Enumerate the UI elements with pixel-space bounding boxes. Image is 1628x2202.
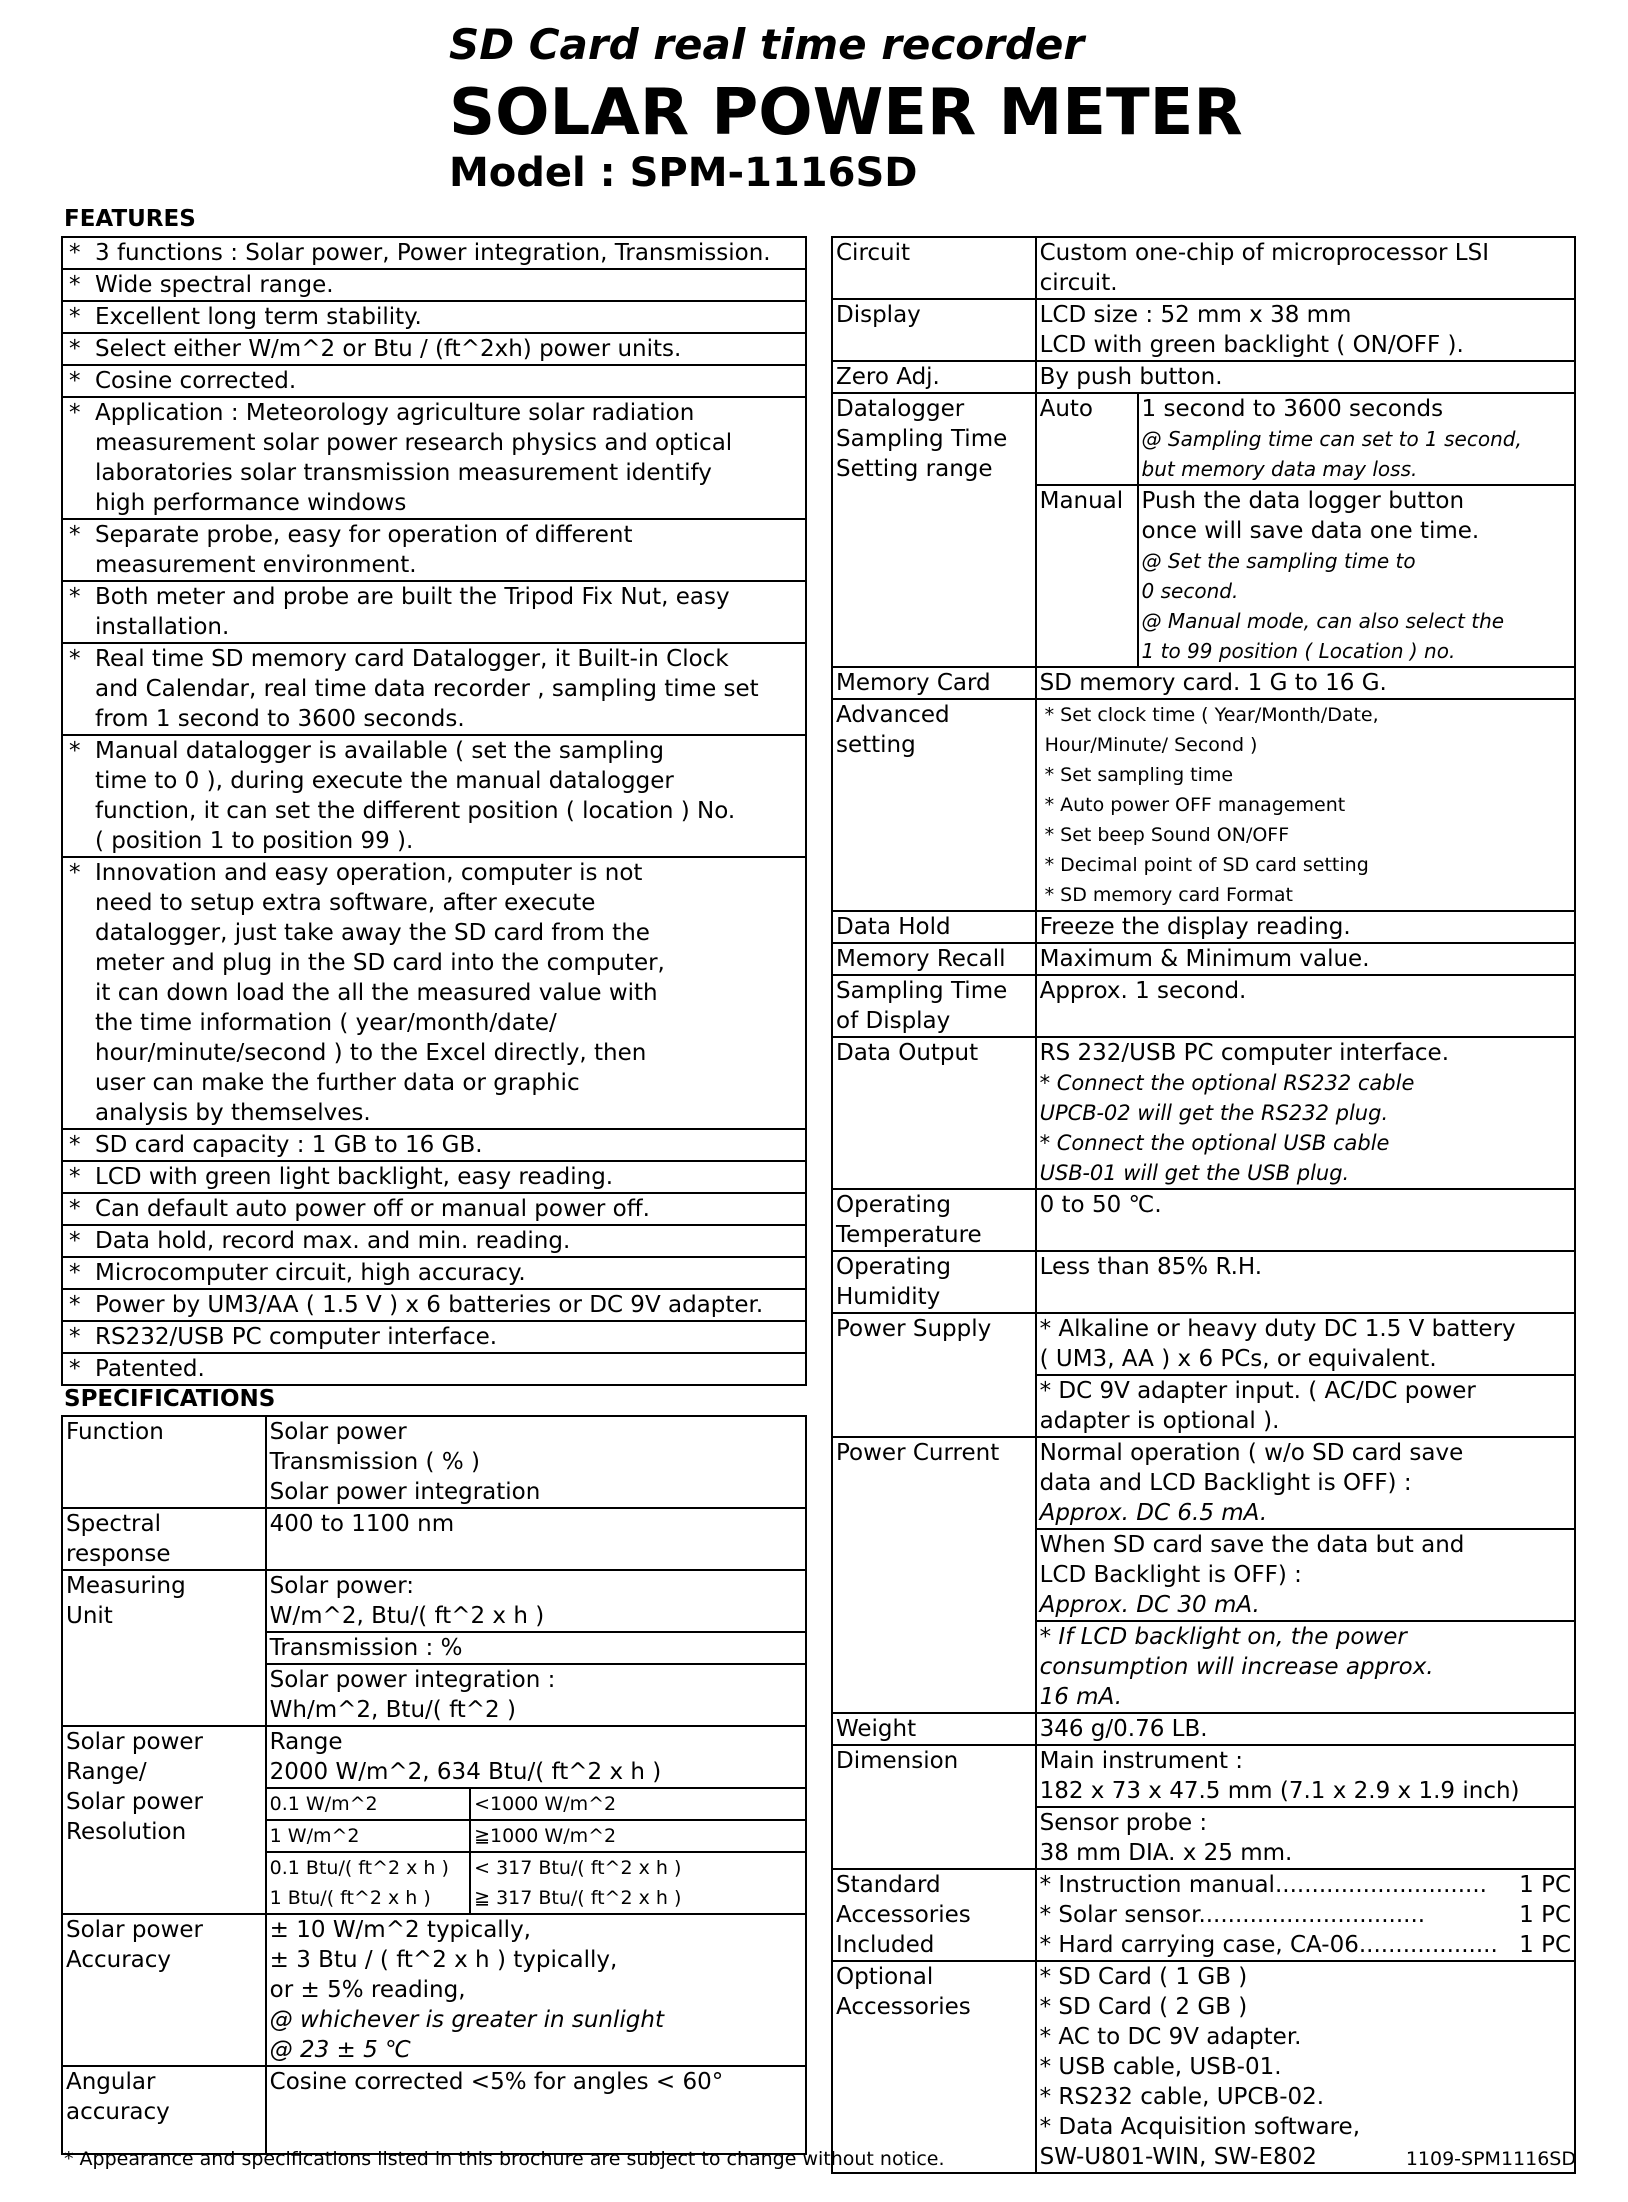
feature-cell: [62, 269, 806, 301]
spec-key: Power Current: [832, 1437, 1036, 1713]
feature-cell: [62, 1257, 806, 1289]
feature-text: Both meter and probe are built the Tripod Fix Nut, easy installation.: [95, 584, 730, 640]
spec-key: Data Output: [832, 1037, 1036, 1189]
spec-key: Advanced setting: [832, 699, 1036, 911]
feature-text: LCD with green light backlight, easy reading.: [95, 1164, 614, 1190]
feature-row: [62, 1289, 806, 1321]
spec-value: * Alkaline or heavy duty DC 1.5 V battery ( UM3, AA ) x 6 PCs, or equivalent.: [1036, 1313, 1575, 1375]
feature-row: [62, 269, 806, 301]
feature-text: Microcomputer circuit, high accuracy.: [95, 1260, 526, 1286]
spec-value: < 317 Btu/( ft^2 x h ) ≧ 317 Btu/( ft^2 x h ): [470, 1852, 806, 1914]
feature-cell: [62, 301, 806, 333]
bullet-star: *: [69, 860, 81, 886]
spec-row-accuracy: [62, 1914, 806, 2066]
spec-value: 0.1 W/m^2: [266, 1788, 470, 1820]
spec-key: Dimension: [832, 1745, 1036, 1869]
feature-cell: [62, 333, 806, 365]
feature-row: [62, 237, 806, 269]
spec-note: @ Sampling time can set to 1 second, but memory data may loss.: [1141, 427, 1522, 481]
spec-key: Display: [832, 299, 1036, 361]
spec-note: @ whichever is greater in sunlight @ 23 ± 5 ℃: [269, 2007, 664, 2063]
accessory-qty: 1 PC: [1519, 1932, 1571, 1958]
feature-cell: [62, 1225, 806, 1257]
feature-row: [62, 1225, 806, 1257]
spec-key: Power Supply: [832, 1313, 1036, 1437]
feature-cell: [62, 1321, 806, 1353]
spec-value-line: When SD card save the data but and LCD Backlight is OFF) :: [1039, 1532, 1465, 1588]
spec-value: [1036, 1437, 1575, 1529]
bullet-star: *: [69, 1292, 81, 1318]
spec-value: <1000 W/m^2: [470, 1788, 806, 1820]
spec-value-line: RS 232/USB PC computer interface.: [1039, 1040, 1450, 1066]
feature-text: Wide spectral range.: [95, 272, 334, 298]
feature-text: SD card capacity : 1 GB to 16 GB.: [95, 1132, 483, 1158]
spec-key: Solar power Accuracy: [62, 1914, 266, 2066]
feature-row: [62, 735, 806, 857]
spec-value: 400 to 1100 nm: [266, 1508, 806, 1570]
spec-note: Approx. DC 6.5 mA.: [1039, 1500, 1268, 1526]
spec-value: 346 g/0.76 LB.: [1036, 1713, 1575, 1745]
spec-value: 0 to 50 ℃.: [1036, 1189, 1575, 1251]
spec-note: Approx. DC 30 mA.: [1039, 1592, 1260, 1618]
feature-text: 3 functions : Solar power, Power integration, Transmission.: [95, 240, 771, 266]
feature-cell: [62, 1129, 806, 1161]
spec-key: Function: [62, 1416, 266, 1508]
spec-key: Resolution: [66, 1819, 187, 1845]
spec-value-line: 1 second to 3600 seconds: [1141, 396, 1444, 422]
model-number: Model : SPM-1116SD: [449, 150, 918, 196]
spec-key: Spectral response: [62, 1508, 266, 1570]
bullet-star: *: [69, 584, 81, 610]
feature-row: [62, 1353, 806, 1385]
accessory-line: [1040, 1870, 1571, 1900]
accessory-item: * Hard carrying case, CA-06...................: [1039, 1932, 1498, 1958]
accessory-line: [1040, 1900, 1571, 1930]
spec-key: Optional Accessories: [832, 1961, 1036, 2173]
spec-key: Measuring Unit: [62, 1570, 266, 1726]
bullet-star: *: [69, 1164, 81, 1190]
feature-text: Separate probe, easy for operation of different measurement environment.: [95, 522, 633, 578]
spec-key: Circuit: [832, 237, 1036, 299]
feature-row: [62, 1129, 806, 1161]
feature-text: Power by UM3/AA ( 1.5 V ) x 6 batteries or DC 9V adapter.: [95, 1292, 764, 1318]
spec-key: Memory Card: [832, 667, 1036, 699]
feature-row: [62, 1193, 806, 1225]
spec-key: Solar power Range/ Solar power: [66, 1729, 204, 1815]
spec-value: Solar power integration : Wh/m^2, Btu/( ft^2 ): [266, 1664, 806, 1726]
feature-cell: [62, 643, 806, 735]
spec-value: [266, 1914, 806, 2066]
page-title: SOLAR POWER METER: [449, 76, 1243, 150]
feature-text: Select either W/m^2 or Btu / (ft^2xh) power units.: [95, 336, 682, 362]
bullet-star: *: [69, 1228, 81, 1254]
bullet-star: *: [69, 1260, 81, 1286]
accessory-line: [1040, 1930, 1571, 1960]
bullet-star: *: [69, 1356, 81, 1382]
spec-key: Angular accuracy: [62, 2066, 266, 2154]
spec-value: Solar power Transmission ( % ) Solar power integration: [266, 1416, 806, 1508]
features-table: [61, 236, 807, 1386]
spec-value: 0.1 Btu/( ft^2 x h ) 1 Btu/( ft^2 x h ): [266, 1852, 470, 1914]
spec-key: Datalogger Sampling Time Setting range: [832, 393, 1036, 667]
spec-value: [1138, 393, 1575, 485]
feature-row: [62, 1321, 806, 1353]
spec-note: @ Set the sampling time to 0 second. @ Manual mode, can also select the 1 to 99 position ( Location ) no.: [1141, 549, 1505, 663]
feature-cell: [62, 1193, 806, 1225]
spec-value: Solar power: W/m^2, Btu/( ft^2 x h ): [266, 1570, 806, 1632]
features-heading: FEATURES: [64, 206, 196, 232]
feature-text: Cosine corrected.: [95, 368, 297, 394]
spec-value: Sensor probe : 38 mm DIA. x 25 mm.: [1036, 1807, 1575, 1869]
spec-subkey: Manual: [1036, 485, 1138, 667]
subtitle: SD Card real time recorder: [449, 20, 1085, 69]
spec-key: Weight: [832, 1713, 1036, 1745]
spec-value: [1138, 485, 1575, 667]
spec-key: Data Hold: [832, 911, 1036, 943]
feature-text: Can default auto power off or manual power off.: [95, 1196, 650, 1222]
disclaimer: * Appearance and specifications listed in this brochure are subject to change without notice.: [64, 2148, 945, 2170]
feature-text: Patented.: [95, 1356, 205, 1382]
spec-value-line: Normal operation ( w/o SD card save data and LCD Backlight is OFF) :: [1039, 1440, 1464, 1496]
feature-cell: [62, 1289, 806, 1321]
spec-value: * DC 9V adapter input. ( AC/DC power adapter is optional ).: [1036, 1375, 1575, 1437]
accessory-qty: 1 PC: [1519, 1872, 1571, 1898]
spec-value: Less than 85% R.H.: [1036, 1251, 1575, 1313]
bullet-star: *: [69, 738, 81, 764]
spec-value: Custom one-chip of microprocessor LSI circuit.: [1036, 237, 1575, 299]
feature-row: [62, 301, 806, 333]
spec-value: Freeze the display reading.: [1036, 911, 1575, 943]
spec-row-angular: [62, 2066, 806, 2154]
feature-cell: [62, 365, 806, 397]
spec-subkey: Auto: [1036, 393, 1138, 485]
bullet-star: *: [69, 336, 81, 362]
spec-key: Sampling Time of Display: [832, 975, 1036, 1037]
bullet-star: *: [69, 400, 81, 426]
bullet-star: *: [69, 304, 81, 330]
spec-value: * Set clock time ( Year/Month/Date, Hour/Minute/ Second ) * Set sampling time * Auto power OFF management * Set beep Sound ON/OFF * Decimal point of SD card setting * SD memory card Format: [1036, 699, 1575, 911]
feature-row: [62, 581, 806, 643]
spec-value: Transmission : %: [266, 1632, 806, 1664]
spec-value: Main instrument : 182 x 73 x 47.5 mm (7.1 x 2.9 x 1.9 inch): [1036, 1745, 1575, 1807]
feature-cell: [62, 1353, 806, 1385]
specifications-table-left: [61, 1415, 807, 2155]
spec-note: * If LCD backlight on, the power consumption will increase approx. 16 mA.: [1036, 1621, 1575, 1713]
spec-row-function: [62, 1416, 806, 1508]
spec-value: ≧1000 W/m^2: [470, 1820, 806, 1852]
feature-cell: [62, 519, 806, 581]
spec-value: Approx. 1 second.: [1036, 975, 1575, 1037]
feature-row: [62, 643, 806, 735]
feature-row: [62, 1257, 806, 1289]
bullet-star: *: [69, 646, 81, 672]
spec-value-line: Push the data logger button once will save data one time.: [1141, 488, 1480, 544]
spec-value: * SD Card ( 1 GB ) * SD Card ( 2 GB ) * AC to DC 9V adapter. * USB cable, USB-01. * RS232 cable, UPCB-02. * Data Acquisition software, SW-U801-WIN, SW-E802: [1036, 1961, 1575, 2173]
accessory-item: * Solar sensor...............................: [1039, 1902, 1426, 1928]
specifications-heading: SPECIFICATIONS: [64, 1386, 276, 1412]
feature-text: Real time SD memory card Datalogger, it Built-in Clock and Calendar, real time data recorder , sampling time set from 1 second to 3600 seconds.: [95, 646, 759, 732]
spec-row-spectral: [62, 1508, 806, 1570]
spec-value: LCD size : 52 mm x 38 mm LCD with green backlight ( ON/OFF ).: [1036, 299, 1575, 361]
spec-value: [1036, 1869, 1575, 1961]
accessory-qty: 1 PC: [1519, 1902, 1571, 1928]
spec-value: 1 W/m^2: [266, 1820, 470, 1852]
bullet-star: *: [69, 240, 81, 266]
feature-cell: [62, 581, 806, 643]
feature-text: Innovation and easy operation, computer is not need to setup extra software, after execute datalogger, just take away the SD card from the meter and plug in the SD card into the computer, it can down load the all the measured value with the time information ( year/month/date/ hour/minute/second ) to the Excel directly, then user can make the further data or graphic analysis by themselves.: [95, 860, 665, 1126]
spec-value: SD memory card. 1 G to 16 G.: [1036, 667, 1575, 699]
bullet-star: *: [69, 1196, 81, 1222]
feature-text: Excellent long term stability.: [95, 304, 422, 330]
spec-row-range: [62, 1726, 806, 1788]
spec-value: Cosine corrected <5% for angles < 60°: [266, 2066, 806, 2154]
bullet-star: *: [69, 1132, 81, 1158]
spec-value-line: ± 10 W/m^2 typically, ± 3 Btu / ( ft^2 x h ) typically, or ± 5% reading,: [269, 1917, 618, 2003]
feature-text: Data hold, record max. and min. reading.: [95, 1228, 571, 1254]
feature-text: RS232/USB PC computer interface.: [95, 1324, 498, 1350]
feature-cell: [62, 735, 806, 857]
bullet-star: *: [69, 522, 81, 548]
feature-cell: [62, 237, 806, 269]
spec-value-line: Range: [269, 1729, 343, 1755]
spec-value: Maximum & Minimum value.: [1036, 943, 1575, 975]
specifications-table-right: [831, 236, 1576, 2174]
feature-text: Manual datalogger is available ( set the sampling time to 0 ), during execute the manual datalogger function, it can set the different position ( location ) No. ( position 1 to position 99 ).: [95, 738, 736, 854]
spec-key: Operating Temperature: [832, 1189, 1036, 1251]
spec-value: [266, 1726, 806, 1788]
bullet-star: *: [69, 272, 81, 298]
bullet-star: *: [69, 1324, 81, 1350]
feature-text: Application : Meteorology agriculture solar radiation measurement solar power research physics and optical laboratories solar transmission measurement identify high performance windows: [95, 400, 733, 516]
document-code: 1109-SPM1116SD: [1405, 2148, 1576, 2170]
feature-cell: [62, 1161, 806, 1193]
spec-value: [1036, 1037, 1575, 1189]
feature-row: [62, 365, 806, 397]
feature-row: [62, 519, 806, 581]
spec-value-line: 2000 W/m^2, 634 Btu/( ft^2 x h ): [269, 1759, 662, 1785]
spec-row-unit: [62, 1570, 806, 1632]
feature-row: [62, 857, 806, 1129]
spec-value: By push button.: [1036, 361, 1575, 393]
spec-note: * Connect the optional RS232 cable UPCB-02 will get the RS232 plug. * Connect the optional USB cable USB-01 will get the USB plug.: [1039, 1071, 1415, 1185]
spec-key: Standard Accessories Included: [832, 1869, 1036, 1961]
spec-key: Memory Recall: [832, 943, 1036, 975]
feature-row: [62, 397, 806, 519]
spec-key-cell: [62, 1726, 266, 1914]
accessory-item: * Instruction manual.............................: [1039, 1872, 1487, 1898]
feature-row: [62, 1161, 806, 1193]
spec-key: Operating Humidity: [832, 1251, 1036, 1313]
feature-cell: [62, 397, 806, 519]
spec-value: [1036, 1529, 1575, 1621]
spec-key: Zero Adj.: [832, 361, 1036, 393]
feature-row: [62, 333, 806, 365]
feature-cell: [62, 857, 806, 1129]
bullet-star: *: [69, 368, 81, 394]
